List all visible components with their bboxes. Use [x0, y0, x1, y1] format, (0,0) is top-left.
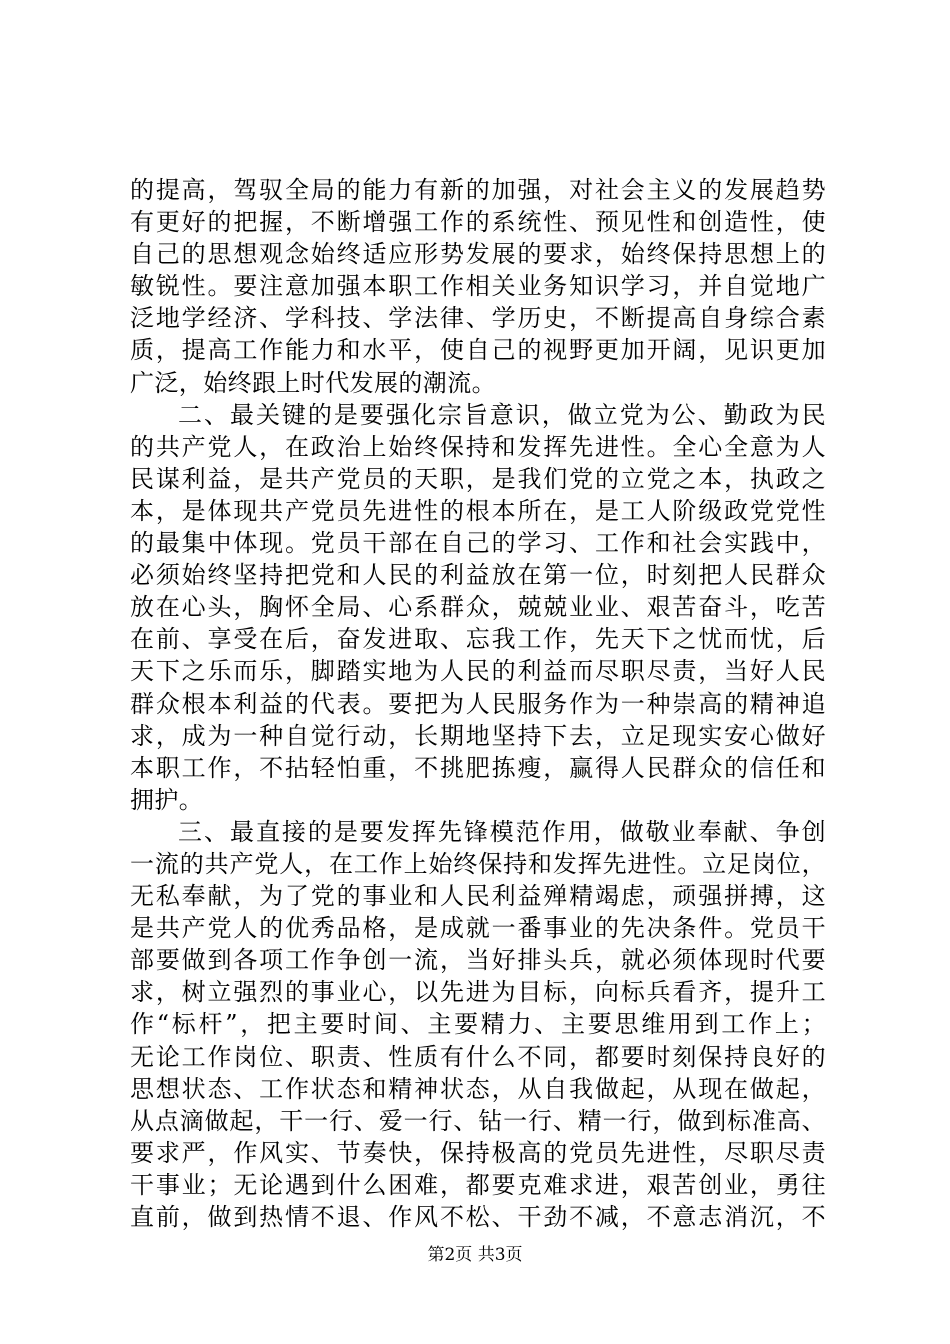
text-line: 自己的思想观念始终适应形势发展的要求，始终保持思想上的: [130, 240, 826, 269]
text-line: 敏锐性。要注意加强本职工作相关业务知识学习，并自觉地广: [130, 272, 826, 301]
text-line: 的共产党人，在政治上始终保持和发挥先进性。全心全意为人: [130, 432, 826, 461]
text-line: 思想状态、工作状态和精神状态，从自我做起，从现在做起，: [130, 1074, 826, 1103]
text-line: 本，是体现共产党员先进性的根本所在，是工人阶级政党党性: [130, 496, 826, 525]
text-line: 民谋利益，是共产党员的天职，是我们党的立党之本，执政之: [130, 464, 826, 493]
text-line: 的最集中体现。党员干部在自己的学习、工作和社会实践中，: [130, 529, 826, 558]
text-line: 拥护。: [130, 785, 204, 814]
text-line: 无论工作岗位、职责、性质有什么不同，都要时刻保持良好的: [130, 1042, 826, 1071]
text-line: 质，提高工作能力和水平，使自己的视野更加开阔，见识更加: [130, 336, 826, 365]
text-line: 一流的共产党人，在工作上始终保持和发挥先进性。立足岗位，: [130, 849, 826, 878]
text-line: 的提高，驾驭全局的能力有新的加强，对社会主义的发展趋势: [130, 176, 826, 204]
text-line: 广泛，始终跟上时代发展的潮流。: [130, 368, 496, 397]
paragraph-start-line: 三、最直接的是要发挥先锋模范作用，做敬业奉献、争创: [178, 817, 826, 846]
text-line: 天下之乐而乐，脚踏实地为人民的利益而尽职尽责，当好人民: [130, 657, 826, 686]
text-line: 求，成为一种自觉行动，长期地坚持下去，立足现实安心做好: [130, 721, 826, 750]
text-line: 有更好的把握，不断增强工作的系统性、预见性和创造性，使: [130, 208, 826, 237]
text-line: 放在心头，胸怀全局、心系群众，兢兢业业、艰苦奋斗，吃苦: [130, 593, 826, 622]
text-line: 要求严，作风实、节奏快，保持极高的党员先进性，尽职尽责: [130, 1138, 826, 1167]
text-line: 无私奉献，为了党的事业和人民利益殚精竭虑，顽强拼搏，这: [130, 882, 826, 911]
text-line: 群众根本利益的代表。要把为人民服务作为一种崇高的精神追: [130, 689, 826, 718]
text-line: 在前、享受在后，奋发进取、忘我工作，先天下之忧而忧，后: [130, 625, 826, 654]
paragraph-start-line: 二、最关键的是要强化宗旨意识，做立党为公、勤政为民: [178, 400, 826, 429]
text-line: 是共产党人的优秀品格，是成就一番事业的先决条件。党员干: [130, 914, 826, 943]
document-body: [130, 174, 826, 1233]
text-line: 部要做到各项工作争创一流，当好排头兵，就必须体现时代要: [130, 946, 826, 975]
text-line: 作“标杆”，把主要时间、主要精力、主要思维用到工作上；: [130, 1010, 826, 1039]
text-line: 泛地学经济、学科技、学法律、学历史，不断提高自身综合素: [130, 304, 826, 333]
text-line: 直前，做到热情不退、作风不松、干劲不减，不意志消沉，不: [130, 1203, 826, 1231]
text-line: 求，树立强烈的事业心，以先进为目标，向标兵看齐，提升工: [130, 978, 826, 1007]
text-line: 本职工作，不拈轻怕重，不挑肥拣瘦，赢得人民群众的信任和: [130, 753, 826, 782]
text-line: 必须始终坚持把党和人民的利益放在第一位，时刻把人民群众: [130, 561, 826, 590]
text-line: 干事业；无论遇到什么困难，都要克难求进，艰苦创业，勇往: [130, 1170, 826, 1199]
page-number-footer: 第2页 共3页: [427, 1245, 523, 1265]
text-line: 从点滴做起，干一行、爱一行、钻一行、精一行，做到标准高、: [130, 1106, 826, 1135]
